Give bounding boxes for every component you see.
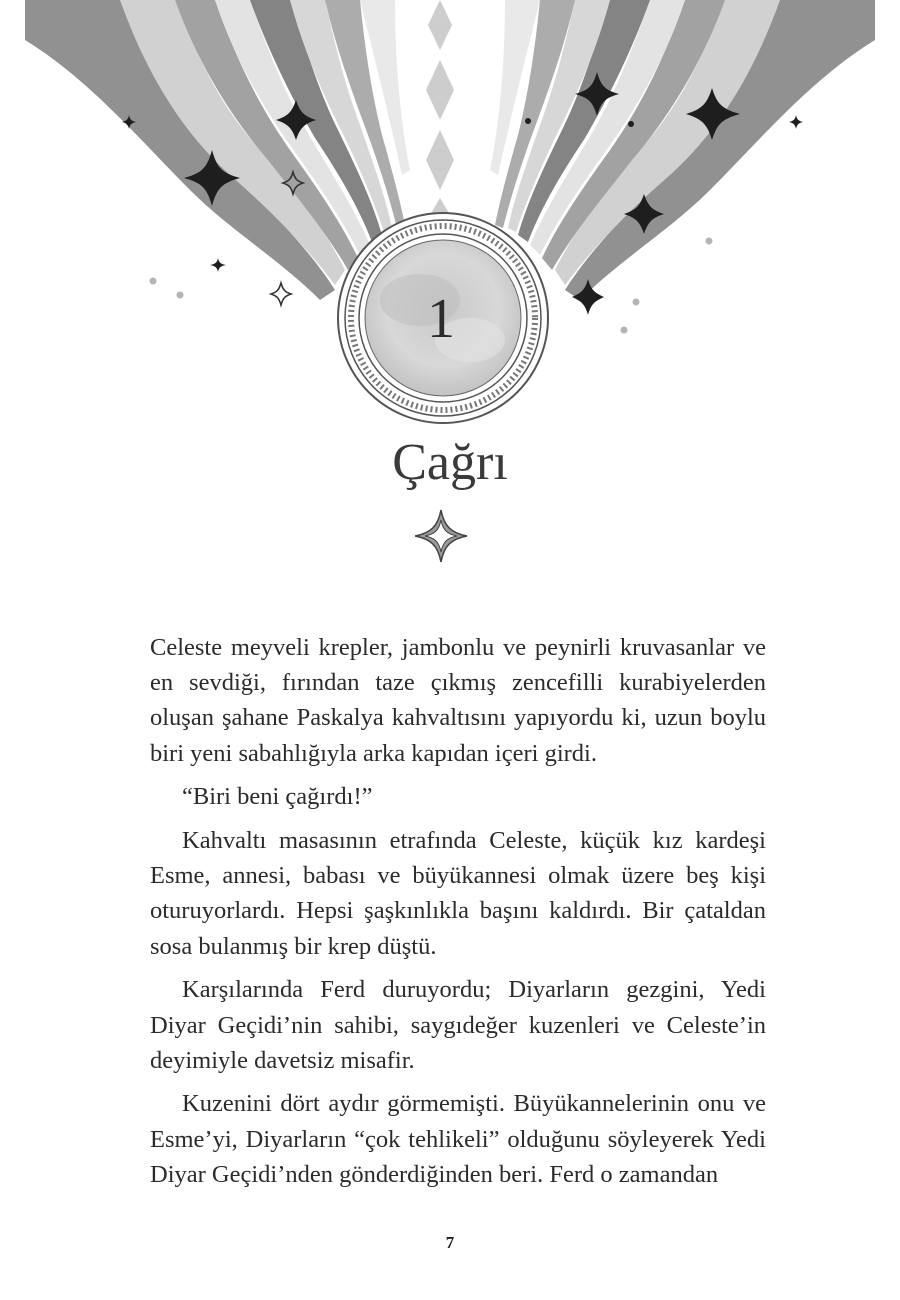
- page-number: 7: [445, 1233, 455, 1252]
- chapter-medallion: [338, 213, 548, 423]
- paragraph-1: Celeste meyveli krepler, jambonlu ve peynirli kruvasanlar ve en sevdiği, fırından taze çıkmış zencefilli kurabiyelerden oluşan şahane Paskalya kahvaltısını yapıyordu ki, uzun boylu biri yeni sabahlığıyla arka kapıdan içeri girdi.: [150, 634, 766, 767]
- center-diamonds: [426, 0, 454, 232]
- paragraph-3: Kahvaltı masasının etrafında Celeste, küçük kız kardeşi Esme, annesi, babası ve büyükannesi olmak üzere beş kişi oturuyorlardı. Hepsi şaşkınlıkla başını kaldırdı. Bir çataldan sosa bulanmış bir krep düştü.: [150, 827, 766, 960]
- chapter-body: [150, 630, 766, 1201]
- left-ribbons: [25, 0, 410, 300]
- paragraph-4: Karşılarında Ferd duruyordu; Diyarların gezgini, Yedi Diyar Geçidi’nin sahibi, saygıdeğer kuzenleri ve Celeste’in deyimiyle davetsiz misafir.: [150, 976, 766, 1074]
- chapter-header-illustration: [0, 0, 900, 440]
- paragraph-2: “Biri beni çağırdı!”: [182, 783, 373, 811]
- paragraph-5: Kuzenini dört aydır görmemişti. Büyükannelerinin onu ve Esme’yi, Diyarların “çok tehlikeli” olduğunu söyleyerek Yedi Diyar Geçidi’nden gönderdiğinden beri. Ferd o zamandan: [150, 1090, 766, 1188]
- right-ribbons: [490, 0, 875, 300]
- diamond-ornament-icon: [413, 508, 469, 564]
- chapter-title: Çağrı: [392, 434, 508, 491]
- chapter-number: 1: [427, 288, 455, 350]
